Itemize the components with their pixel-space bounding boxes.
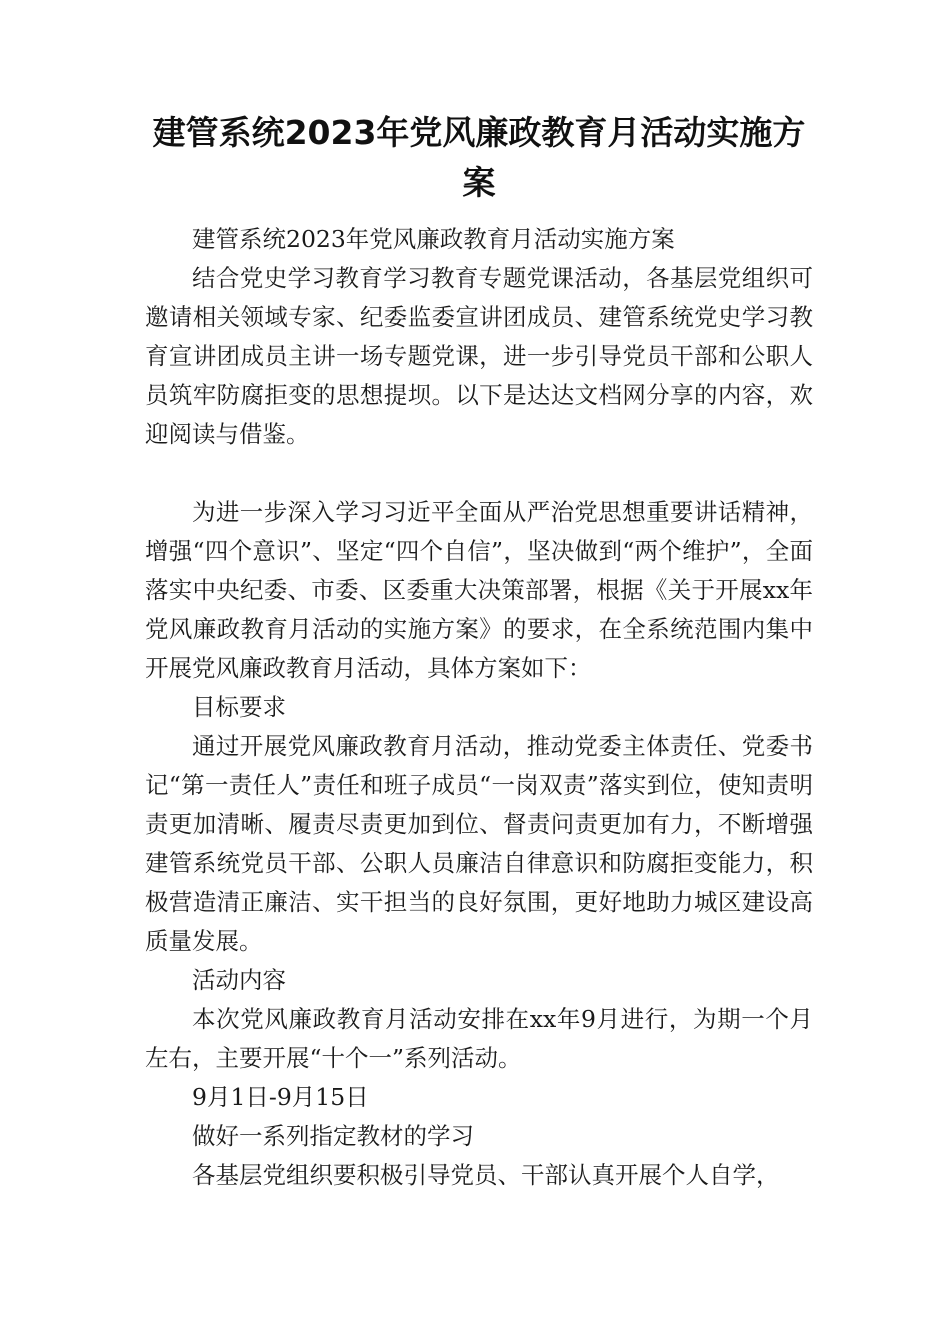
paragraph-intro: 结合党史学习教育学习教育专题党课活动，各基层党组织可邀请相关领域专家、纪委监委宣讲团成员、建管系统党史学习教育宣讲团成员主讲一场专题党课，进一步引导党员干部和公职人员筑牢防腐拒变的思想提坝。以下是达达文档网分享的内容，欢迎阅读与借鉴。: [145, 264, 813, 448]
section-heading-activities: 活动内容: [192, 966, 286, 994]
section-heading-goals: 目标要求: [192, 693, 286, 721]
paragraph-date-range: 9月1日-9月15日: [192, 1083, 369, 1111]
document-body: [145, 220, 813, 1195]
paragraph-spacer: [145, 454, 813, 493]
document-title: 建管系统2023年党风廉政教育月活动实施方案: [152, 113, 806, 202]
document-page: [145, 108, 813, 1195]
paragraph-purpose: 为进一步深入学习习近平全面从严治党思想重要讲话精神，增强“四个意识”、坚定“四个自信”，坚决做到“两个维护”，全面落实中央纪委、市委、区委重大决策部署，根据《关于开展xx年党风廉政教育月活动的实施方案》的要求，在全系统范围内集中开展党风廉政教育月活动，具体方案如下：: [145, 498, 813, 682]
paragraph-study-materials: 做好一系列指定教材的学习: [192, 1122, 474, 1150]
paragraph-self-study: 各基层党组织要积极引导党员、干部认真开展个人自学，: [192, 1161, 780, 1189]
paragraph-activities: 本次党风廉政教育月活动安排在xx年9月进行，为期一个月左右，主要开展“十个一”系列活动。: [145, 1005, 813, 1072]
paragraph-subtitle: 建管系统2023年党风廉政教育月活动实施方案: [192, 225, 675, 253]
paragraph-goals: 通过开展党风廉政教育月活动，推动党委主体责任、党委书记“第一责任人”责任和班子成员“一岗双责”落实到位，使知责明责更加清晰、履责尽责更加到位、督责问责更加有力，不断增强建管系统党员干部、公职人员廉洁自律意识和防腐拒变能力，积极营造清正廉洁、实干担当的良好氛围，更好地助力城区建设高质量发展。: [145, 732, 813, 955]
